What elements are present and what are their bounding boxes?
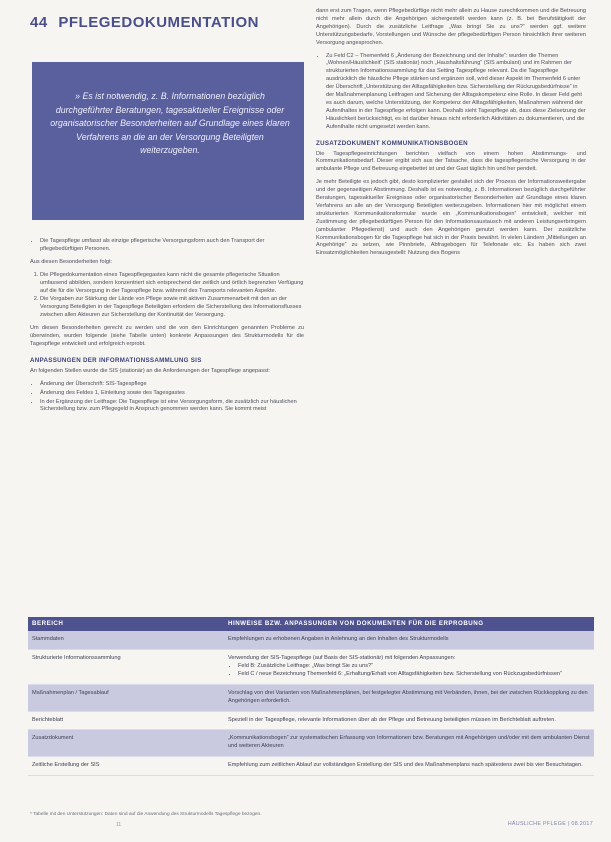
section-title: PFLEGEDOKUMENTATION	[58, 14, 259, 31]
page-number: 44	[30, 14, 48, 31]
left-column	[30, 238, 304, 419]
list-item: 1. Die Pflegedokumentation eines Tagespflegegastes kann nicht die gesamte pflegerische Situation umfassend abbilden, sondern konzentriert sich entsprechend der zeitlich und örtlich begrenzten Verfügung auf die für die Versorgung in der Tagespflege bzw. während des Transports relevanten Aspekte.	[40, 272, 304, 296]
list-item: • Die Tagespflege umfasst als einzige pflegerische Versorgungsform auch den Transport der pflegebedürftigen Personen.	[40, 238, 304, 254]
table-cell: „Kommunikationsbogen“ zur systematischen Erfassung von Informationen bzw. Beratungen mit Angehörigen und/oder mit dem ambulanten Dienst und weiteren Akteuren	[224, 730, 594, 757]
table-row	[28, 684, 594, 711]
footnote: * Tabelle mit den Unterstützungen: Daten sind auf die Anwendung des Strukturmodells Tagespflege bezogen.	[30, 812, 262, 817]
paragraph: dann erst zum Tragen, wenn Pflegebedürftige nicht mehr allein zu Hause zurechtkommen und die Betreuung nicht mehr allein durch die Angehörigen sichergestellt werden kann (z. B. bei Berufstätigkeit der Angehörigen). Durch die zusätzliche Leitfrage „Was bringt Sie zu uns?“ werden ggf. weitere Unterstützungsbedarfe, Vorstellungen und Wünsche der pflegebedürftigen Person hinsichtlich ihrer weiteren Versorgung angesprochen.	[316, 8, 586, 46]
section-heading: ZUSATZDOKUMENT KOMMUNIKATIONSBOGEN	[316, 139, 468, 147]
bullet-list	[30, 238, 304, 254]
table-header-cell: BEREICH	[28, 617, 224, 631]
table-cell: Zusatzdokument	[28, 730, 224, 757]
paragraph: Je mehr Beteiligte es jedoch gibt, desto komplizierter gestaltet sich der Prozess der Informationsweitergabe und der gegenseitigen Abstimmung. Deshalb ist es notwendig, z. B. Informationen bezüglich durchgeführter Beratungen, tagesaktueller Ereignisse oder organisatorischer Besonderheiten auf Grundlage eines klaren Verfahrens an alle an der Versorgung Beteiligten weiterzugeben. Informationen hier mit möglichst einem strukturierten Kommunikationsformular wurde ein „Kommunikationsbogen“ entwickelt, welcher mit Zustimmung der pflegebedürftigen Person für den Informationsaustausch mit anderen Leistungserbringern (ambulanter Pflegedienst) und auch den Angehörigen genutzt werden kann. Der zusätzliche Kommunikationsbogen für die Tagespflege hat sich in der Praxis bewährt. In vielen Ländern „Mitteilungen an Angehörige“ zu setzen, wie Pinnbriefe, Abfragebogen für Telefonate etc. Es haben sich zwei Einsatzmöglichkeiten herausgestellt: Nutzung des Bogens	[316, 179, 586, 257]
table-row	[28, 756, 594, 775]
table-cell	[224, 649, 594, 684]
right-column	[316, 8, 586, 263]
pull-quote-text: » Es ist notwendig, z. B. Informationen bezüglich durchgeführter Beratungen, tagesaktueller Ereignisse oder organisatorischer Besonderheiten auf Grundlage eines klaren Verfahrens an die an der Versorgung Beteiligten weiterzugeben.	[50, 91, 290, 156]
list-item: • Feld C / neue Bezeichnung Themenfeld 6: „Erhaltung/Erhalt von Alltagsfähigkeiten bzw. Sicherstellung von Rückzugsbedürfnissen“	[238, 671, 590, 679]
table-header-row	[28, 617, 594, 631]
page-header	[30, 14, 259, 31]
list-item: • Änderung der Überschrift: SIS-Tagespflege	[40, 381, 304, 389]
list-item: • Feld B: Zusätzliche Leitfrage: „Was bringt Sie zu uns?“	[238, 663, 590, 671]
list-item: 2. Die Vorgaben zur Stärkung der Lände von Pflege sowie mit aktiven Zusammenarbeit mit den an der Versorgung Beteiligten in der Tagespflege Beteiligten erfordern die Sicherstellung des Informationsflusses zwischen allen Akteuren zur Sicherstellung der Kontinuität der Versorgung.	[40, 296, 304, 320]
table-cell: Empfehlungen zu erhobenen Angaben in Anlehnung an den Inhalten des Strukturmodells	[224, 631, 594, 649]
numbered-list	[30, 272, 304, 320]
table-row	[28, 631, 594, 649]
bullet-list	[316, 53, 586, 132]
bullet-list	[228, 663, 590, 679]
adjustments-table	[28, 617, 594, 776]
section-heading: ANPASSUNGEN DER INFORMATIONSSAMMLUNG SIS	[30, 356, 202, 364]
list-item: • Änderung des Feldes 1, Einleitung sowie des Tagesgastes	[40, 390, 304, 398]
table-cell: Vorschlag von drei Varianten von Maßnahmenplänen, bei festgelegter Abstimmung mit Verbänden, ihnen, bei der zwischen Rückkopplung zu den Angehörigen erforderlich.	[224, 684, 594, 711]
list-item: • In der Ergänzung der Leitfrage: Die Tagespflege ist eine Versorgungsform, die zusätzlich zur häuslichen Sicherstellung bzw. zum Pflegegeld in Anspruch genommen werden kann. Sie kommt meist	[40, 399, 304, 415]
table-row	[28, 730, 594, 757]
table-cell: Berichteblatt	[28, 711, 224, 730]
table-cell-text: Verwendung der SIS-Tagespflege (auf Basis der SIS-stationär) mit folgenden Anpassungen:	[228, 654, 456, 661]
table-cell: Empfehlung zum zeitlichen Ablauf zur vollständigen Erstellung der SIS und des Maßnahmenplans nach spätestens zwei bis vier Besuchstagen.	[224, 756, 594, 775]
table-cell: Zeitliche Erstellung der SIS	[28, 756, 224, 775]
table-header-cell: HINWEISE BZW. ANPASSUNGEN VON DOKUMENTEN FÜR DIE ERPROBUNG	[224, 617, 594, 631]
paragraph: Die Tagespflegeeinrichtungen berichten vielfach von einem hohen Abstimmungs- und Kommunikationsbedarf. Dieser ergibt sich aus der Tatsache, dass die tagespflegerische Versorgung in der ambulante Pflege und Betreuung eingebettet ist und der Gast täglich hin und her pendelt.	[316, 150, 586, 173]
table-cell: Speziell in der Tagespflege, relevante Informationen über ab der Pflege und Betreuung beteiligten müssen im Berichteblatt auftreten.	[224, 711, 594, 730]
pull-quote-box	[32, 62, 304, 220]
intro-text: Aus diesen Besonderheiten folgt:	[30, 258, 113, 265]
bullet-list	[30, 381, 304, 415]
journal-footer: HÄUSLICHE PFLEGE | 08.2017	[507, 821, 593, 827]
paragraph: An folgenden Stellen wurde die SIS (stationär) an die Anforderungen der Tagespflege angepasst:	[30, 367, 270, 374]
table-row	[28, 711, 594, 730]
list-item: • Zu Feld C2 – Themenfeld 6 „Änderung der Bezeichnung und der Inhalte“: wurden die Themen „Wohnen/Häuslichkeit“ (SIS stationär) noch „Haushaltsführung“ (SIS ambulant) und im Rahmen der strukturierten Informationssammlung für das Setting Tagespflege relevant. Da die Tagespflege ausdrücklich die häusliche Pflege stärken und ergänzen soll, wird dieser Aspekt im Themenfeld 6 unter der Überschrift „Unterstützung der Alltagsfähigkeiten bzw. Sicherstellung der Rückzugsbedürfnisse“ in der Maßnahmenplanung Leitfragen und Sicherung der Alltagskompetenz eine Rolle. In dieser Feld geht es auch darum, welche Unterstützung, der Kompetenz der Alltagsfähigkeiten, Maßnahmen während der Aufenthaltes in der Tagespflege erfolgen kann. Deshalb sieht Tagespflege ab, dass diese Zielsetzung der Häuslichkeit berücksichtigt, es ist darüber hinaus nicht erforderlich Aktivitäten zu dokumentieren, und die Aufenthalte nicht umgesetzt werden kann.	[326, 53, 586, 132]
table-cell: Maßnahmenplan / Tagesablauf	[28, 684, 224, 711]
paragraph: Um diesen Besonderheiten gerecht zu werden und die von den Einrichtungen genannten Probleme zu überwinden, wurden folgende (siehe Tabelle unten) konkrete Anpassungen des Strukturmodells für die Tagespflege entwickelt und erfolgreich erprobt.	[30, 325, 304, 347]
table-row	[28, 649, 594, 684]
table-cell: Strukturierte Informationssammlung	[28, 649, 224, 684]
page-mark: 11	[116, 822, 122, 828]
table-cell: Stammdaten	[28, 631, 224, 649]
